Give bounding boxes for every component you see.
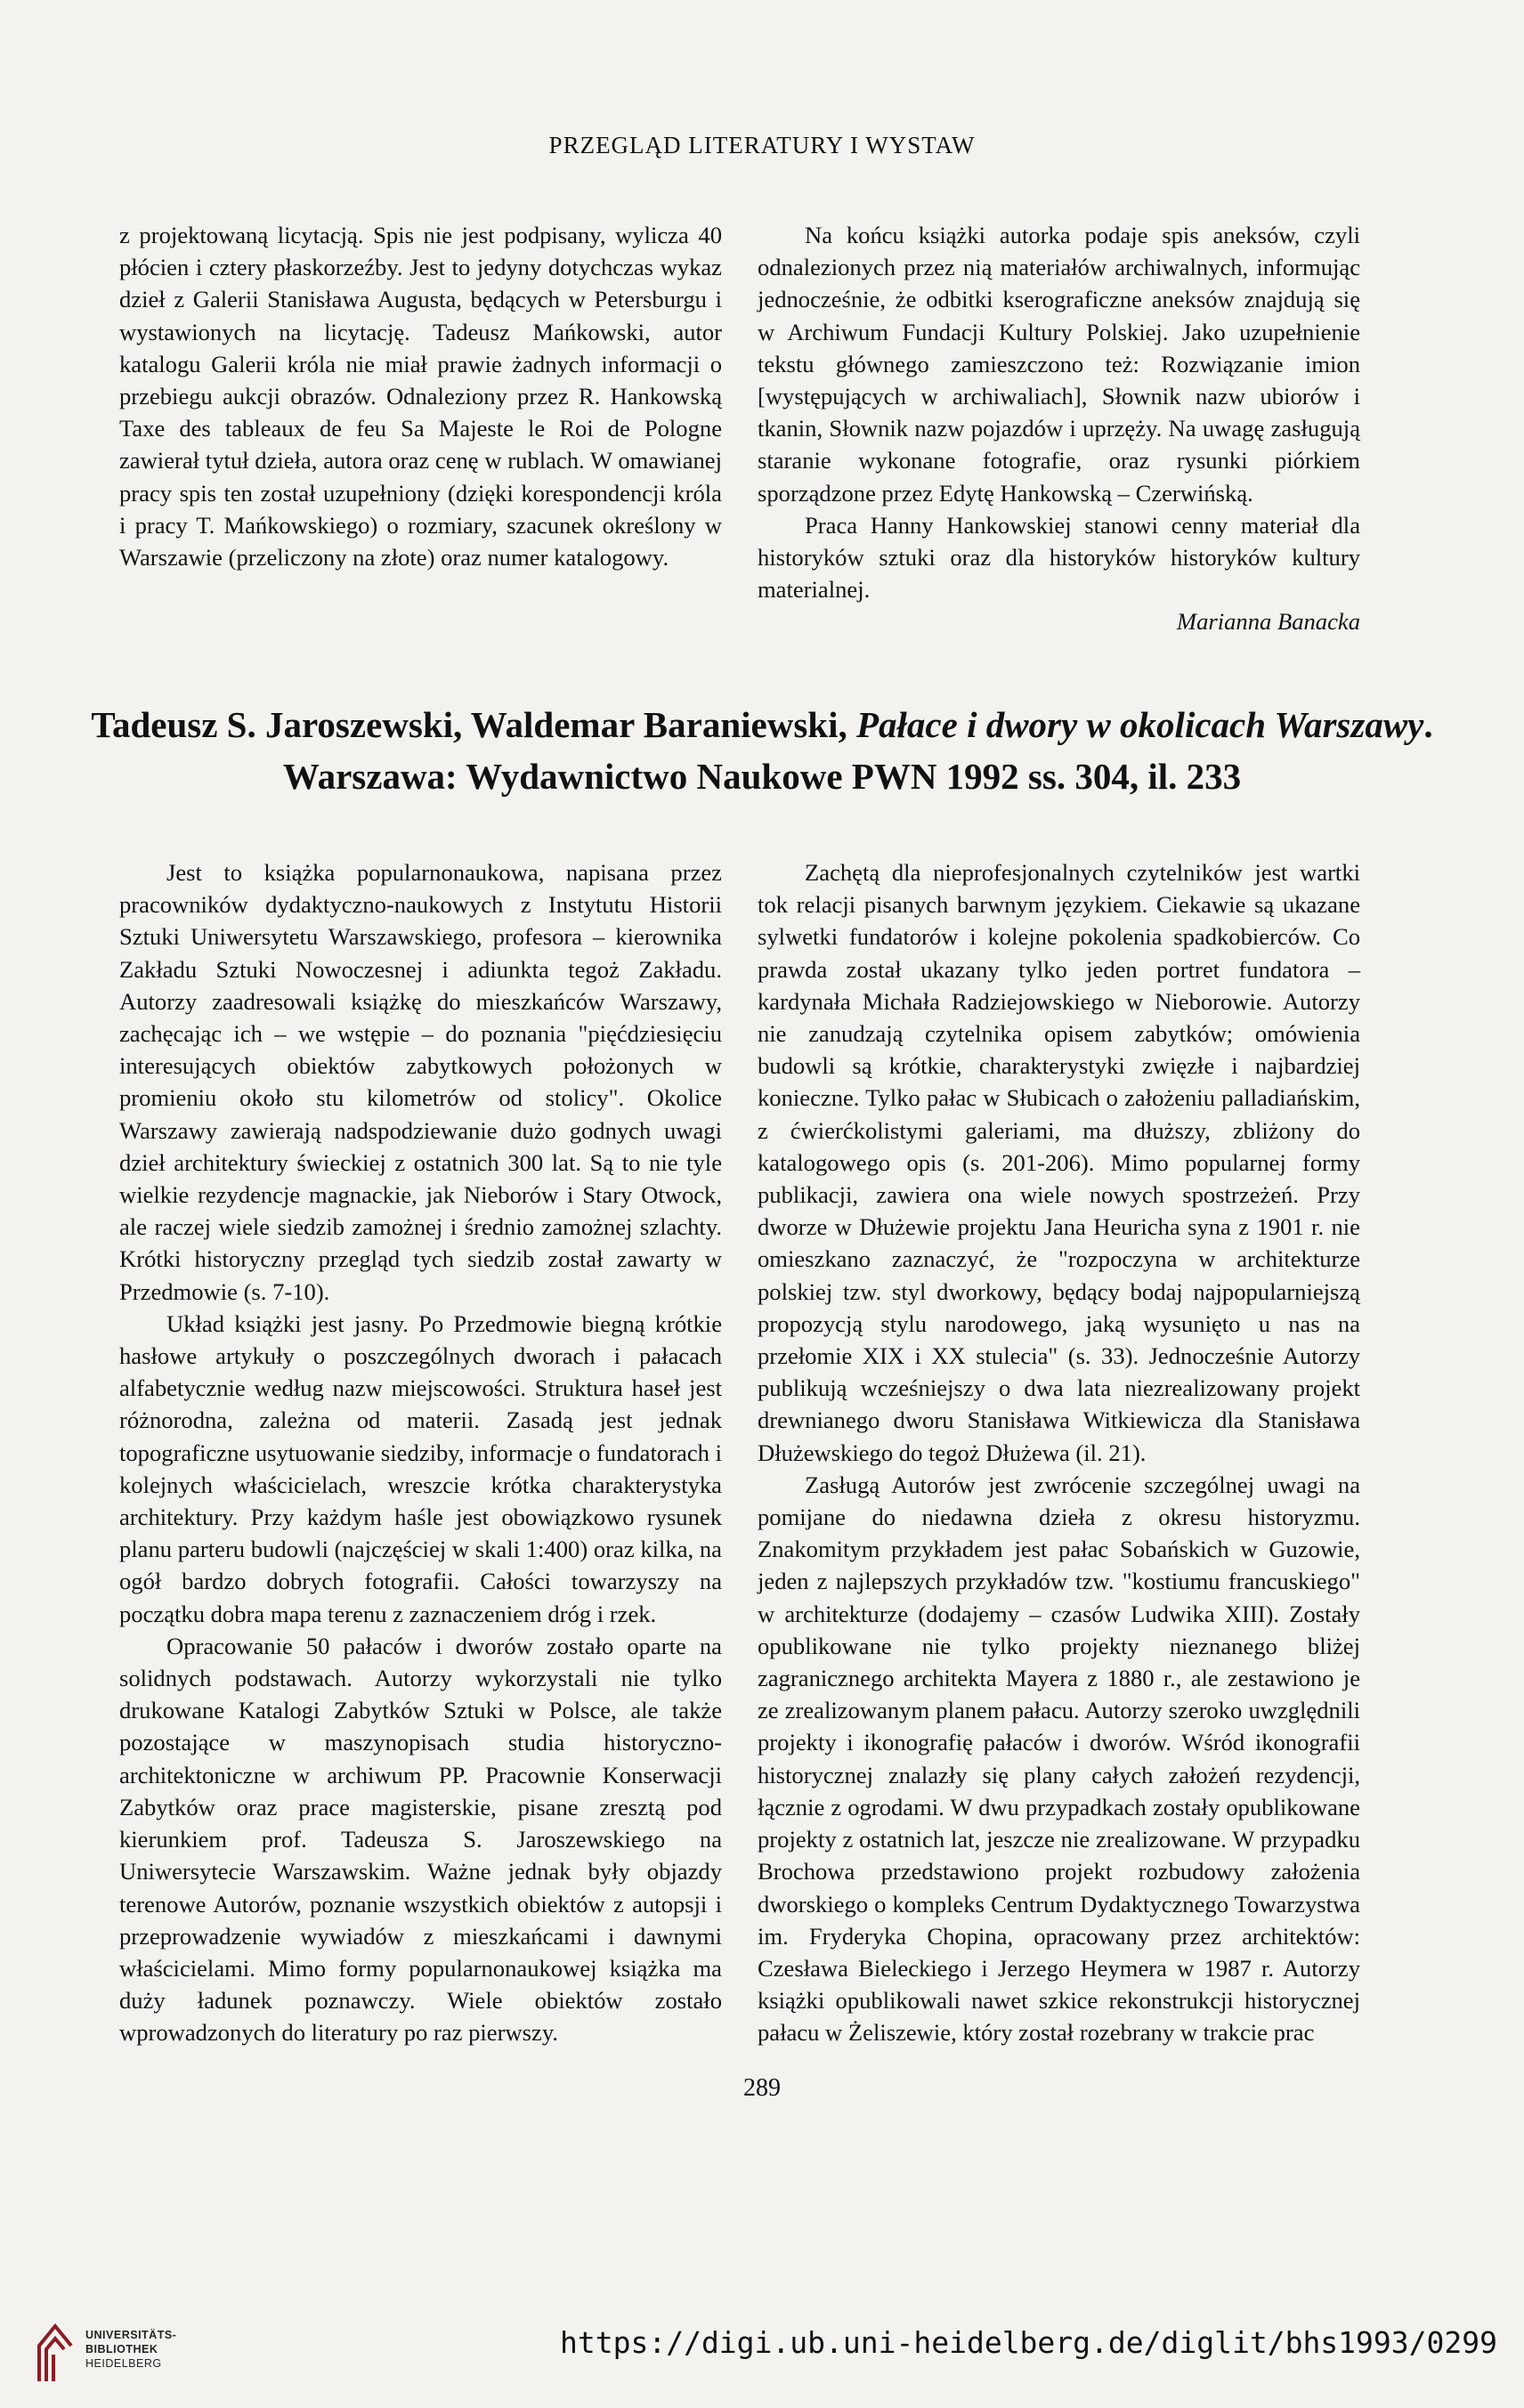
review2-column-right — [758, 856, 1360, 2049]
review2-paragraph: Układ książki jest jasny. Po Przedmowie biegną krótkie hasłowe artykuły o poszczególnych dworach i pałacach alfabetycznie według nazw miejscowości. Struktura haseł jest różnorodna, zależna od materii. Zasadą jest jednak topograficzne usytuowanie siedziby, informacje o fundatorach i kolejnych właścicielach, wreszcie krótka charakterystyka architektury. Przy każdym haśle jest obowiązkowo rysunek planu parteru budowli (najczęściej w skali 1:400) oraz kilka, na ogół bardzo dobrych fotografii. Całości towarzyszy na początku dobra mapa terenu z zaznaczeniem dróg i rzek. — [119, 1309, 722, 1627]
logo-line: HEIDELBERG — [85, 2357, 162, 2370]
source-url-link[interactable]: https://digi.ub.uni-heidelberg.de/diglit/bhs1993/0299 — [560, 2325, 1497, 2360]
review2-paragraph: Jest to książka popularnonaukowa, napisana przez pracowników dydaktyczno-naukowych z Instytutu Historii Sztuki Uniwersytetu Warszawskiego, profesora – kierownika Zakładu Sztuki Nowoczesnej i adiunkta tegoż Zakładu. Autorzy zaadresowali książkę do mieszkańców Warszawy, zachęcając ich – we wstępie – do poznania "pięćdziesięciu interesujących obiektów zabytkowych położonych w promieniu około stu kilometrów od stolicy". Okolice Warszawy zawierają nadspodziewanie dużo godnych uwagi dzieł architektury świeckiej z ostatnich 300 lat. Są to nie tyle wielkie rezydencje magnackie, jak Nieborów i Stary Otwock, ale raczej wiele siedzib zamożnej i średnio zamożnej szlachty. Krótki historyczny przegląd tych siedzib został zawarty w Przedmowie (s. 7-10). — [119, 859, 722, 1305]
heading-publication: . Warszawa: Wydawnictwo Naukowe PWN 1992 ss. 304, il. 233 — [282, 704, 1433, 797]
review2-column-left — [119, 856, 722, 2049]
logo-line: UNIVERSITÄTS- — [85, 2329, 177, 2341]
library-logo[interactable] — [34, 2319, 247, 2390]
review1-column-right — [758, 219, 1360, 638]
logo-line: BIBLIOTHEK — [85, 2343, 158, 2355]
review1-paragraph: Na końcu książki autorka podaje spis aneksów, czyli odnalezionych przez nią materiałów archiwalnych, informując jednocześnie, że odbitki kserograficzne aneksów znajdują się w Archiwum Fundacji Kultury Polskiej. Jako uzupełnienie tekstu głównego zamieszczono też: Rozwiązanie imion [występujących w archiwaliach], Słownik nazw ubiorów i tkanin, Słownik nazw pojazdów i uprzęży. Na uwagę zasługują staranie wykonane fotografie, oraz rysunki piórkiem sporządzone przez Edytę Hankowską – Czerwińską. — [758, 222, 1360, 507]
heading-authors: Tadeusz S. Jaroszewski, Waldemar Baraniewski, — [91, 704, 856, 745]
review2-heading — [89, 699, 1435, 802]
running-header: PRZEGLĄD LITERATURY I WYSTAW — [548, 132, 976, 158]
library-logo-text — [85, 2328, 176, 2371]
review2-paragraph: Zachętą dla nieprofesjonalnych czytelników jest wartki tok relacji pisanych barwnym językiem. Ciekawie są ukazane sylwetki fundatorów i kolejne pokolenia spadkobierców. Co prawda został ukazany tylko jeden portret fundatora – kardynała Michała Radziejowskiego w Nieborowie. Autorzy nie zanudzają czytelnika opisem zabytków; omówienia budowli są krótkie, charakterystyki zwięzłe i najbardziej konieczne. Tylko pałac w Słubicach o założeniu palladiańskim, z ćwierćkolistymi galeriami, ma dłuższy, zbliżony do katalogowego opis (s. 201-206). Mimo popularnej formy publikacji, zawiera ona wiele nowych spostrzeżeń. Przy dworze w Dłużewie projektu Jana Heuricha syna z 1901 r. nie omieszkano zaznaczyć, że "rozpoczyna w architekturze polskiej tzw. styl dworkowy, będący bodaj najpopularniejszą propozycją stylu narodowego, jaką wysunięto u nas na przełomie XIX i XX stulecia" (s. 33). Jednocześnie Autorzy publikują wcześniejszy o dwa lata niezrealizowany projekt drewnianego dworu Stanisława Witkiewicza dla Stanisława Dłużewskiego do tegoż Dłużewa (il. 21). — [758, 859, 1360, 1466]
review1-paragraph: z projektowaną licytacją. Spis nie jest podpisany, wylicza 40 płócien i cztery płaskorzeźby. Jest to jedyny dotychczas wykaz dzieł z Galerii Stanisława Augusta, będących w Petersburgu i wystawionych na licytację. Tadeusz Mańkowski, autor katalogu Galerii króla nie miał prawie żadnych informacji o przebiegu aukcji obrazów. Odnaleziony przez R. Hankowską Taxe des tableaux de feu Sa Majeste le Roi de Pologne zawierał tytuł dzieła, autora oraz cenę w rublach. W omawianej pracy spis ten został uzupełniony (dzięki korespondencji króla i pracy T. Mańkowskiego) o rozmiary, szacunek określony w Warszawie (przeliczony na złote) oraz numer katalogowy. — [119, 222, 722, 572]
library-logo-icon — [34, 2319, 77, 2383]
page-number: 289 — [743, 2074, 781, 2102]
review1-paragraph: Praca Hanny Hankowskiej stanowi cenny materiał dla historyków sztuki oraz dla historyków historyków kultury materialnej. — [758, 511, 1360, 604]
review2-paragraph: Opracowanie 50 pałaców i dworów zostało oparte na solidnych podstawach. Autorzy wykorzystali nie tylko drukowane Katalogi Zabytków Sztuki w Polsce, ale także pozostające w maszynopisach studia historyczno-architektoniczne w archiwum PP. Pracownie Konserwacji Zabytków oraz prace magisterskie, pisane zresztą pod kierunkiem prof. Tadeusza S. Jaroszewskiego na Uniwersytecie Warszawskim. Ważne jednak były objazdy terenowe Autorów, poznanie wszystkich obiektów z autopsji i przeprowadzenie wywiadów z mieszkańcami i dawnymi właścicielami. Mimo formy popularnonaukowej książka ma duży ładunek poznawczy. Wiele obiektów zostało wprowadzonych do literatury po raz pierwszy. — [119, 1632, 722, 2047]
review1-signature: Marianna Banacka — [1176, 608, 1360, 636]
review1-column-left — [119, 219, 722, 573]
heading-book-title: Pałace i dwory w okolicach Warszawy — [855, 704, 1424, 745]
review2-paragraph: Zasługą Autorów jest zwrócenie szczególnej uwagi na pomijane do niedawna dzieła z okresu historyzmu. Znakomitym przykładem jest pałac Sobańskich w Guzowie, jeden z najlepszych przykładów tzw. "kostiumu francuskiego" w architekturze (dodajemy – czasów Ludwika XIII). Zostały opublikowane nie tylko projekty nieznanego bliżej zagranicznego architekta Mayera z 1880 r., ale zestawiono je ze zrealizowanym planem pałacu. Autorzy szeroko uwzględnili projekty i ikonografię pałaców i dworów. Wśród ikonografii historycznej znalazły się plany całych założeń rezydencji, łącznie z ogrodami. W dwu przypadkach zostały opublikowane projekty z ostatnich lat, jeszcze nie zrealizowane. W przypadku Brochowa przedstawiono projekt rozbudowy założenia dworskiego o kompleks Centrum Dydaktycznego Towarzystwa im. Fryderyka Chopina, opracowany przez architektów: Czesława Bieleckiego i Jerzego Heymera w 1987 r. Autorzy książki opublikowali nawet szkice rekonstrukcji historycznej pałacu w Żeliszewie, który został rozebrany w trakcie prac — [758, 1471, 1360, 2047]
